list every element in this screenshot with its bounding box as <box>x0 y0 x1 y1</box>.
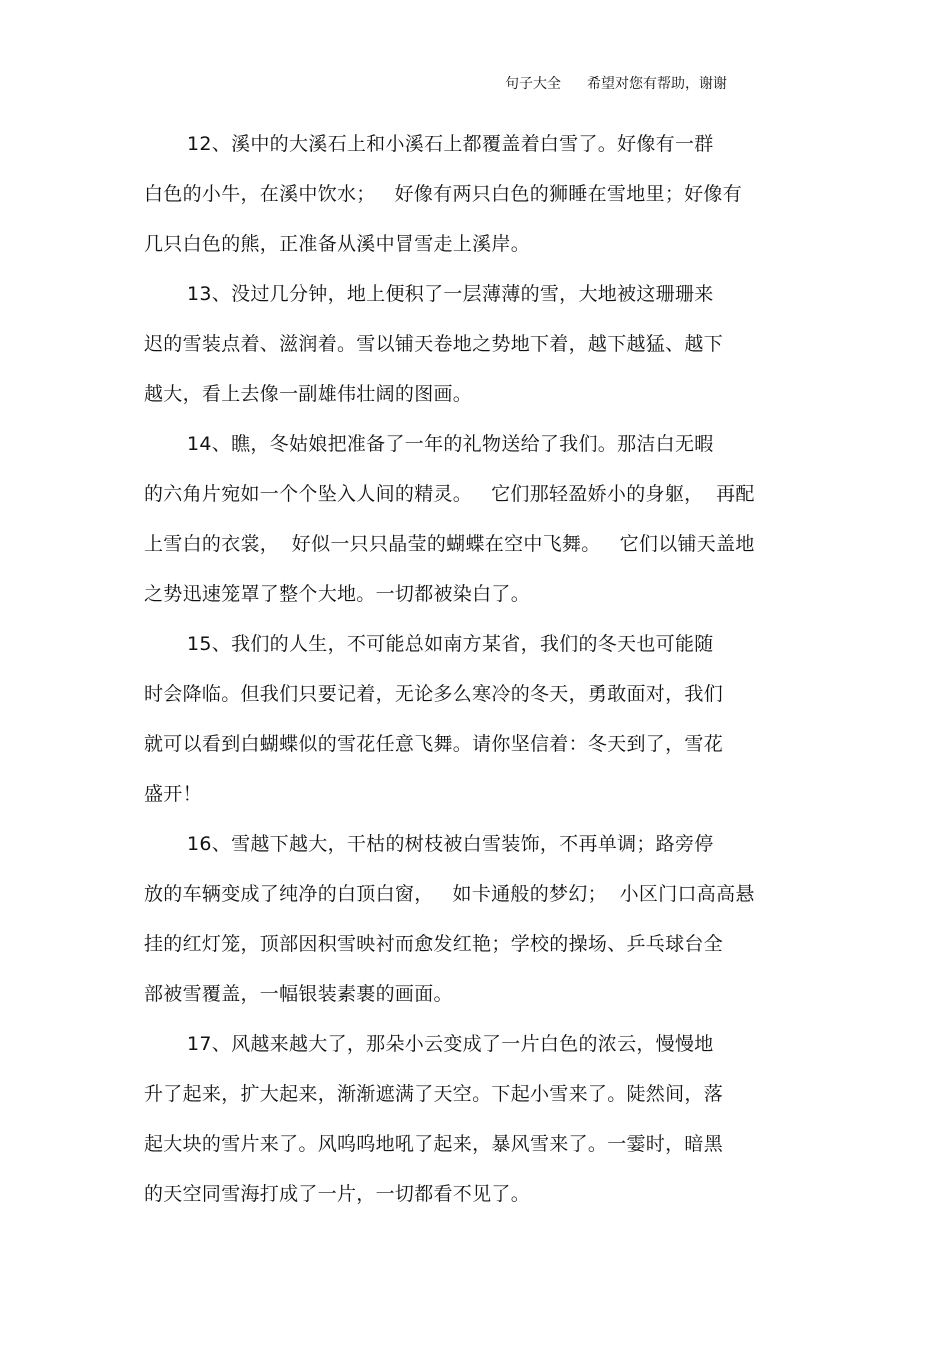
header-note: 希望对您有帮助，谢谢 <box>587 76 727 92</box>
document-body <box>144 129 755 1229</box>
paragraph-line: 12、溪中的大溪石上和小溪石上都覆盖着白雪了。好像有一群 <box>187 133 714 155</box>
paragraph-line: 17、风越来越大了，那朵小云变成了一片白色的浓云，慢慢地 <box>187 1033 714 1055</box>
paragraph-line: 几只白色的熊，正准备从溪中冒雪走上溪岸。 <box>144 233 531 255</box>
paragraph-line: 13、没过几分钟，地上便积了一层薄薄的雪，大地被这珊珊来 <box>187 283 714 305</box>
header-site-name: 句子大全 <box>505 76 561 92</box>
paragraph-line: 的天空同雪海打成了一片，一切都看不见了。 <box>144 1183 531 1205</box>
paragraph-line: 越大，看上去像一副雄伟壮阔的图画。 <box>144 383 473 405</box>
paragraph-17 <box>144 1029 755 1229</box>
paragraph-16 <box>144 829 755 1029</box>
paragraph-line: 盛开！ <box>144 783 202 805</box>
paragraph-13 <box>144 279 755 429</box>
paragraph-line: 迟的雪装点着、滋润着。雪以铺天卷地之势地下着，越下越猛、越下 <box>144 333 724 355</box>
paragraph-line: 放的车辆变成了纯净的白顶白窗， 如卡通般的梦幻； 小区门口高高悬 <box>144 883 755 905</box>
paragraph-line: 就可以看到白蝴蝶似的雪花任意飞舞。请你坚信着：冬天到了，雪花 <box>144 733 724 755</box>
paragraph-line: 时会降临。但我们只要记着，无论多么寒冷的冬天，勇敢面对，我们 <box>144 683 724 705</box>
paragraph-line: 白色的小牛，在溪中饮水； 好像有两只白色的狮睡在雪地里；好像有 <box>144 183 743 205</box>
paragraph-line: 15、我们的人生，不可能总如南方某省，我们的冬天也可能随 <box>187 633 714 655</box>
paragraph-line: 起大块的雪片来了。风呜呜地吼了起来，暴风雪来了。一霎时，暗黑 <box>144 1133 724 1155</box>
paragraph-line: 16、雪越下越大，干枯的树枝被白雪装饰，不再单调；路旁停 <box>187 833 714 855</box>
paragraph-line: 的六角片宛如一个个坠入人间的精灵。 它们那轻盈娇小的身躯， 再配 <box>144 483 755 505</box>
paragraph-line: 挂的红灯笼，顶部因积雪映衬而愈发红艳；学校的操场、乒乓球台全 <box>144 933 724 955</box>
paragraph-line: 上雪白的衣裳， 好似一只只晶莹的蝴蝶在空中飞舞。 它们以铺天盖地 <box>144 533 755 555</box>
page-header <box>505 74 727 94</box>
paragraph-12 <box>144 129 755 279</box>
paragraph-15 <box>144 629 755 829</box>
paragraph-line: 升了起来，扩大起来，渐渐遮满了天空。下起小雪来了。陡然间，落 <box>144 1083 724 1105</box>
paragraph-14 <box>144 429 755 629</box>
paragraph-line: 14、瞧，冬姑娘把准备了一年的礼物送给了我们。那洁白无暇 <box>187 433 714 455</box>
paragraph-line: 之势迅速笼罩了整个大地。一切都被染白了。 <box>144 583 531 605</box>
paragraph-line: 部被雪覆盖，一幅银装素裹的画面。 <box>144 983 453 1005</box>
